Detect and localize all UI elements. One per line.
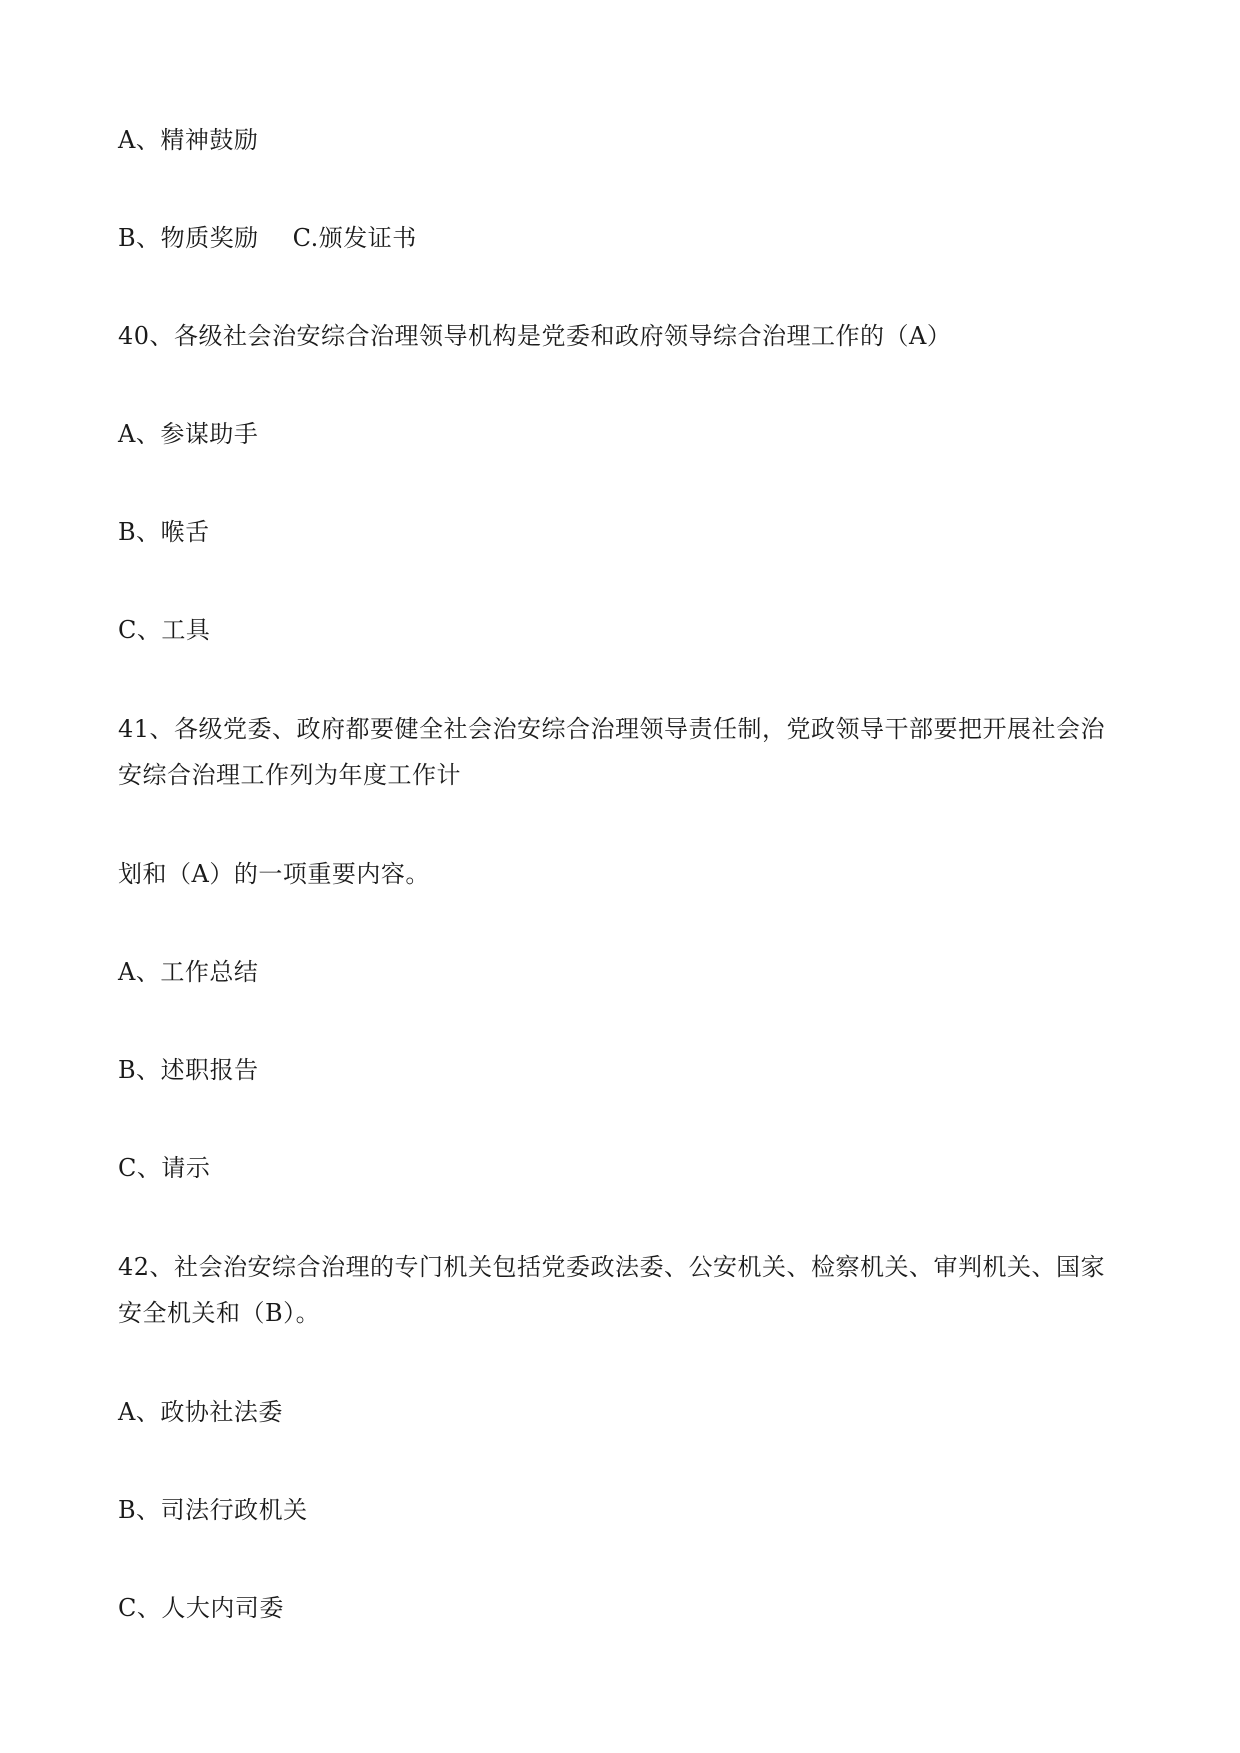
option-row-b-c [118, 216, 1128, 260]
option-c-certificate: C.颁发证书 [292, 224, 417, 252]
question-41: 41、各级党委、政府都要健全社会治安综合治理领导责任制，党政领导干部要把开展社会治安综合治理工作列为年度工作计 [118, 715, 1106, 789]
question-40-option-c: C、工具 [118, 616, 211, 644]
question-41-continuation: 划和（A）的一项重要内容。 [118, 860, 430, 888]
question-42-option-b: B、司法行政机关 [118, 1496, 308, 1524]
question-41-option-b: B、述职报告 [118, 1056, 259, 1084]
question-42-option-c: C、人大内司委 [118, 1594, 284, 1622]
question-42: 42、社会治安综合治理的专门机关包括党委政法委、公安机关、检察机关、审判机关、国家安全机关和（B）。 [118, 1253, 1106, 1327]
question-40: 40、各级社会治安综合治理领导机构是党委和政府领导综合治理工作的（A） [118, 322, 952, 350]
option-b-material-reward: B、物质奖励 [118, 224, 259, 252]
question-40-option-a: A、参谋助手 [118, 420, 259, 448]
question-41-option-a: A、工作总结 [118, 958, 259, 986]
question-42-option-a: A、政协社法委 [118, 1398, 283, 1426]
question-40-option-b: B、喉舌 [118, 518, 210, 546]
option-a-spirit-encouragement: A、精神鼓励 [118, 126, 259, 154]
question-41-option-c: C、请示 [118, 1154, 211, 1182]
